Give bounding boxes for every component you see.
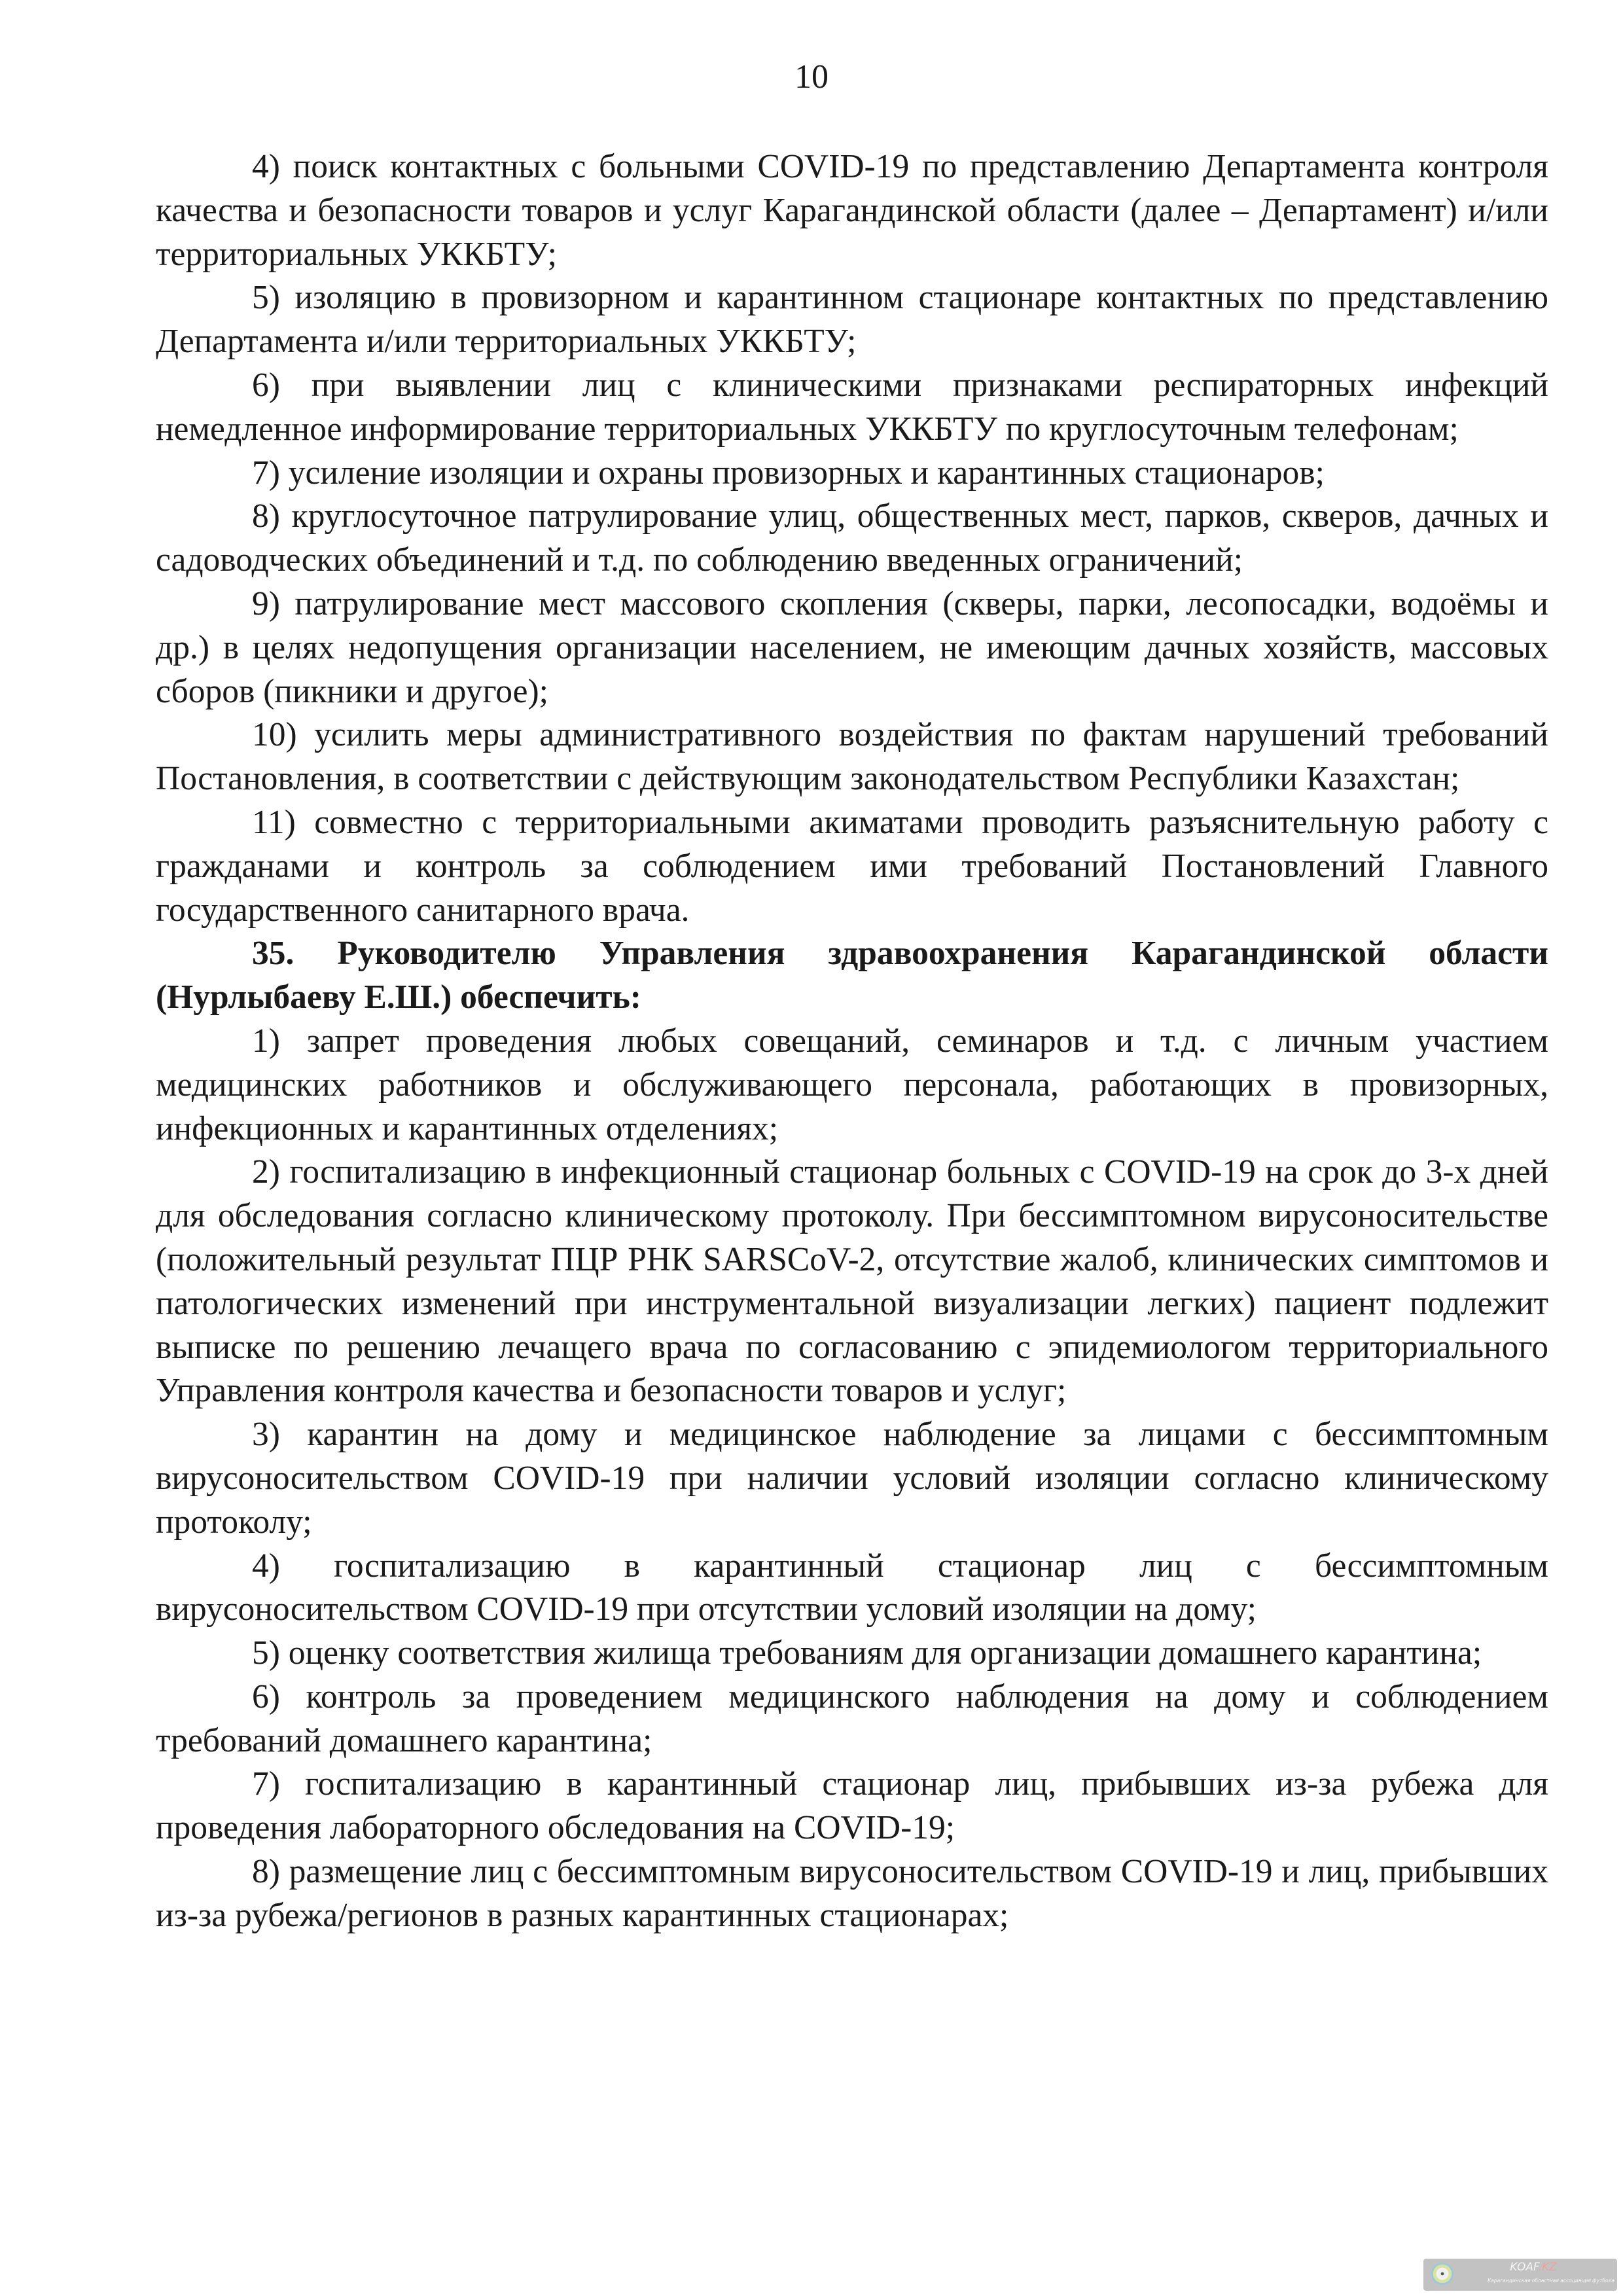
paragraph-item-4-contact-search: 4) поиск контактных с больными COVID-19 по представлению Департамента контроля качества и безопасности товаров и услуг Карагандинской области (далее – Департамент) и/или территориальных УККБТУ; bbox=[156, 148, 1548, 273]
paragraph-item-8-patrolling: 8) круглосуточное патрулирование улиц, общественных мест, парков, скверов, дачных и садоводческих объединений и т.д. по соблюдению введенных ограничений; bbox=[156, 497, 1548, 579]
paragraph-item-8-separate-placement: 8) размещение лиц с бессимптомным вирусоносительством COVID-19 и лиц, прибывших из-за рубежа/регионов в разных карантинных стационарах; bbox=[156, 1853, 1548, 1934]
section-heading-35: 35. Руководителю Управления здравоохранения Карагандинской области (Нурлыбаеву Е.Ш.) обеспечить: bbox=[156, 935, 1548, 1016]
paragraph-item-7-security: 7) усиление изоляции и охраны провизорных и карантинных стационаров; bbox=[252, 454, 1325, 492]
paragraph-item-2-hospitalization: 2) госпитализацию в инфекционный стационар больных с COVID-19 на срок до 3-х дней для обследования согласно клиническому протоколу. При бессимптомном вирусоносительстве (положительный результат ПЦР РНК SARSCoV-2, отсутствие жалоб, клинических симптомов и патологических изменений при инструментальной визуализации легких) пациент подлежит выписке по решению лечащего врача по согласованию с эпидемиологом территориального Управления контроля качества и безопасности товаров и услуг; bbox=[156, 1153, 1548, 1410]
paragraph-item-11-outreach: 11) совместно с территориальными акиматами проводить разъяснительную работу с гражданами и контроль за соблюдением ими требований Постановлений Главного государственного санитарного врача. bbox=[156, 803, 1548, 929]
paragraph-item-3-home-quarantine: 3) карантин на дому и медицинское наблюдение за лицами с бессимптомным вирусоносительством COVID-19 при наличии условий изоляции согласно клиническому протоколу; bbox=[156, 1416, 1548, 1541]
paragraph-item-10-enforcement: 10) усилить меры административного воздействия по фактам нарушений требований Постановления, в соответствии с действующим законодательством Республики Казахстан; bbox=[156, 716, 1548, 798]
paragraph-item-5-isolation: 5) изоляцию в провизорном и карантинном стационаре контактных по представлению Департамента и/или территориальных УККБТУ; bbox=[156, 279, 1548, 361]
watermark-subtitle: Карагандинская областная ассоциация футбола bbox=[1487, 2278, 1614, 2284]
paragraph-item-7-arrivals-hospitalization: 7) госпитализацию в карантинный стационар лиц, прибывших из-за рубежа для проведения лабораторного обследования на COVID-19; bbox=[156, 1765, 1548, 1847]
page-number: 10 bbox=[794, 58, 829, 96]
site-watermark bbox=[1423, 2259, 1617, 2291]
paragraph-item-4-quarantine-hospitalization: 4) госпитализацию в карантинный стационар лиц с бессимптомным вирусоносительством COVID-19 при отсутствии условий изоляции на дому; bbox=[156, 1547, 1548, 1628]
paragraph-item-9-crowd-patrolling: 9) патрулирование мест массового скопления (скверы, парки, лесопосадки, водоёмы и др.) в целях недопущения организации населением, не имеющим дачных хозяйств, массовых сборов (пикники и другое); bbox=[156, 584, 1548, 710]
document-body bbox=[156, 145, 1548, 1938]
watermark-title bbox=[1423, 2261, 1617, 2274]
watermark-title-accent: .KZ bbox=[1538, 2261, 1557, 2274]
paragraph-item-6-home-monitoring: 6) контроль за проведением медицинского наблюдения на дому и соблюдением требований домашнего карантина; bbox=[156, 1677, 1548, 1759]
watermark-title-main: KOAF bbox=[1510, 2261, 1539, 2274]
paragraph-item-6-informing: 6) при выявлении лиц с клиническими признаками респираторных инфекций немедленное информирование территориальных УККБТУ по круглосуточным телефонам; bbox=[156, 366, 1548, 448]
paragraph-item-5-housing-assessment: 5) оценку соответствия жилища требованиям для организации домашнего карантина; bbox=[252, 1634, 1482, 1672]
paragraph-item-1-meeting-ban: 1) запрет проведения любых совещаний, семинаров и т.д. с личным участием медицинских работников и обслуживающего персонала, работающих в провизорных, инфекционных и карантинных отделениях; bbox=[156, 1022, 1548, 1147]
